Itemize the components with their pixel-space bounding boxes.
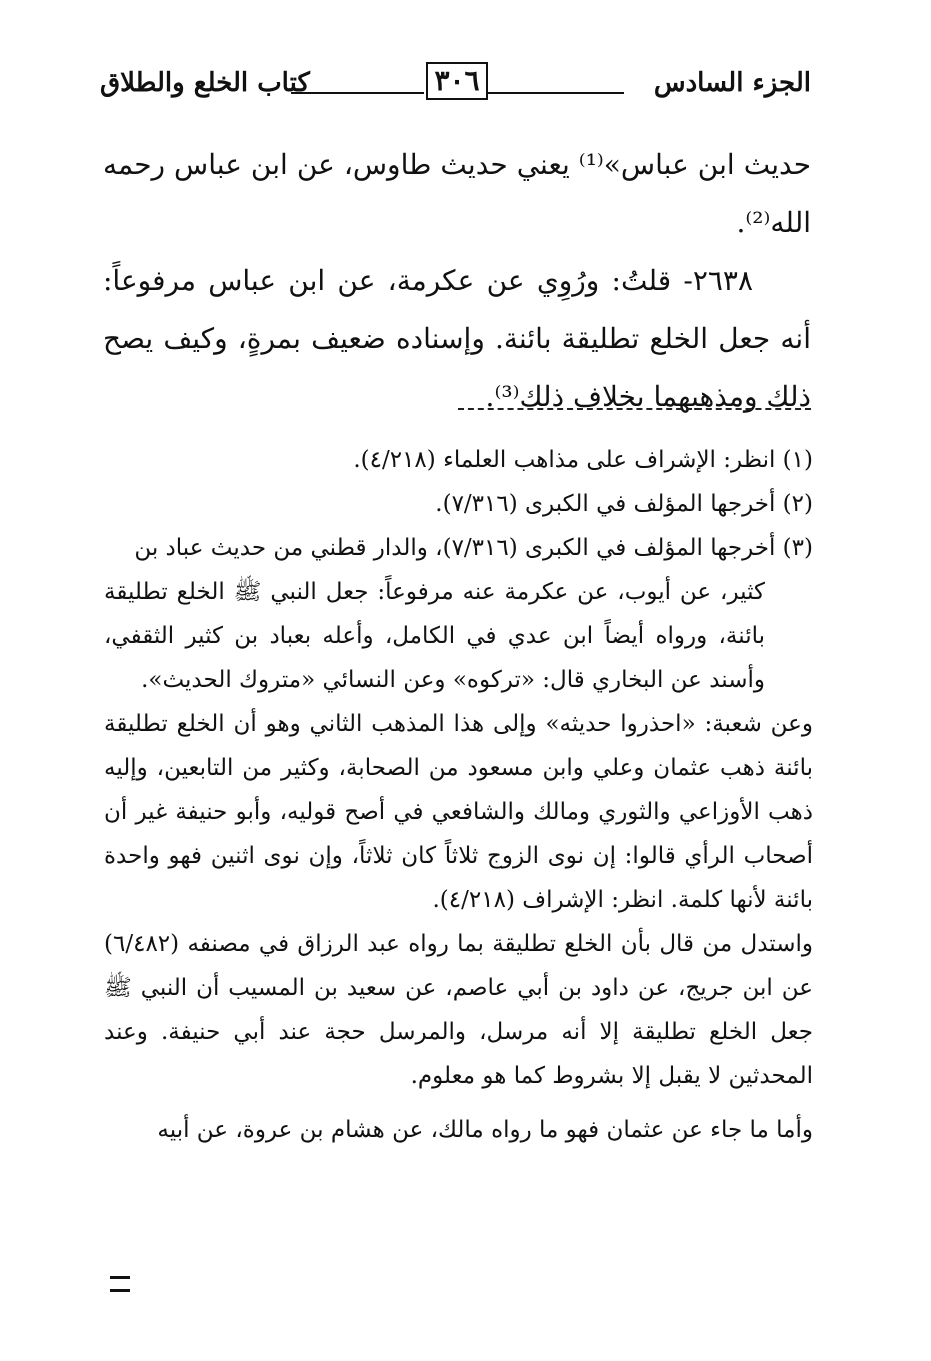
footnote-3-paragraph-3: واستدل من قال بأن الخلع تطليقة بما رواه عبد الرزاق في مصنفه (٦/٤٨٢) عن ابن جريج، عن داود بن أبي عاصم، عن سعيد بن المسيب أن النبي ﷺ جعل الخلع تطليقة إلا أنه مرسل، والمرسل حجة عند أبي حنيفة. وعند المحدثين لا يقبل إلا بشروط كما هو معلوم. xyxy=(104,931,813,1089)
footnote-3-paragraph-4: وأما ما جاء عن عثمان فهو ما رواه مالك، عن هشام بن عروة، عن أبيه xyxy=(157,1117,813,1143)
footnote-2: (٢) أخرجها المؤلف في الكبرى (٧/٣١٦). xyxy=(435,491,813,517)
main-body xyxy=(103,136,811,426)
footnote-separator xyxy=(458,408,811,410)
page-number: ٣٠٦ xyxy=(426,62,488,100)
main-paragraph-1: حديث ابن عباس»⁽¹⁾ يعني حديث طاوس، عن ابن عباس رحمه الله⁽²⁾. xyxy=(103,148,811,239)
footnote-1: (١) انظر: الإشراف على مذاهب العلماء (٤/٢١٨). xyxy=(353,447,813,473)
footnote-3-paragraph-2: وعن شعبة: «احذروا حديثه» وإلى هذا المذهب الثاني وهو أن الخلع تطليقة بائنة ذهب عثمان وعلي وابن مسعود من الصحابة، وكثير من التابعين، وإليه ذهب الأوزاعي والثوري ومالك والشافعي في أصح قوليه، وأبو حنيفة غير أن أصحاب الرأي قالوا: إن نوى الزوج ثلاثاً كان ثلاثاً، وإن نوى اثنين فهو واحدة بائنة لأنها كلمة. انظر: الإشراف (٤/٢١٨). xyxy=(104,711,813,913)
chapter-title: كتاب الخلع والطلاق xyxy=(100,68,310,98)
continuation-mark xyxy=(110,1276,130,1292)
main-paragraph-2: ٢٦٣٨- قلتُ: ورُوِي عن عكرمة، عن ابن عباس مرفوعاً: أنه جعل الخلع تطليقة بائنة. وإسناده ضعيف بمرةٍ، وكيف يصح ذلك ومذهبهما بخلاف ذلك⁽³⁾. xyxy=(103,264,811,413)
footnote-3-lead: (٣) أخرجها المؤلف في الكبرى (٧/٣١٦)، والدار قطني من حديث عباد بن xyxy=(134,535,813,561)
volume-title: الجزء السادس xyxy=(653,68,811,98)
footnote-3-body: كثير، عن أيوب، عن عكرمة عنه مرفوعاً: جعل النبي ﷺ الخلع تطليقة بائنة، ورواه أيضاً ابن عدي في الكامل، وأعله بعباد بن كثير الثقفي، وأسند عن البخاري قال: «تركوه» وعن النسائي «متروك الحديث». xyxy=(104,579,765,693)
header-rule-right xyxy=(487,92,624,94)
page-header xyxy=(100,62,811,112)
header-rule-left xyxy=(291,92,424,94)
footnotes-section xyxy=(104,438,813,1152)
